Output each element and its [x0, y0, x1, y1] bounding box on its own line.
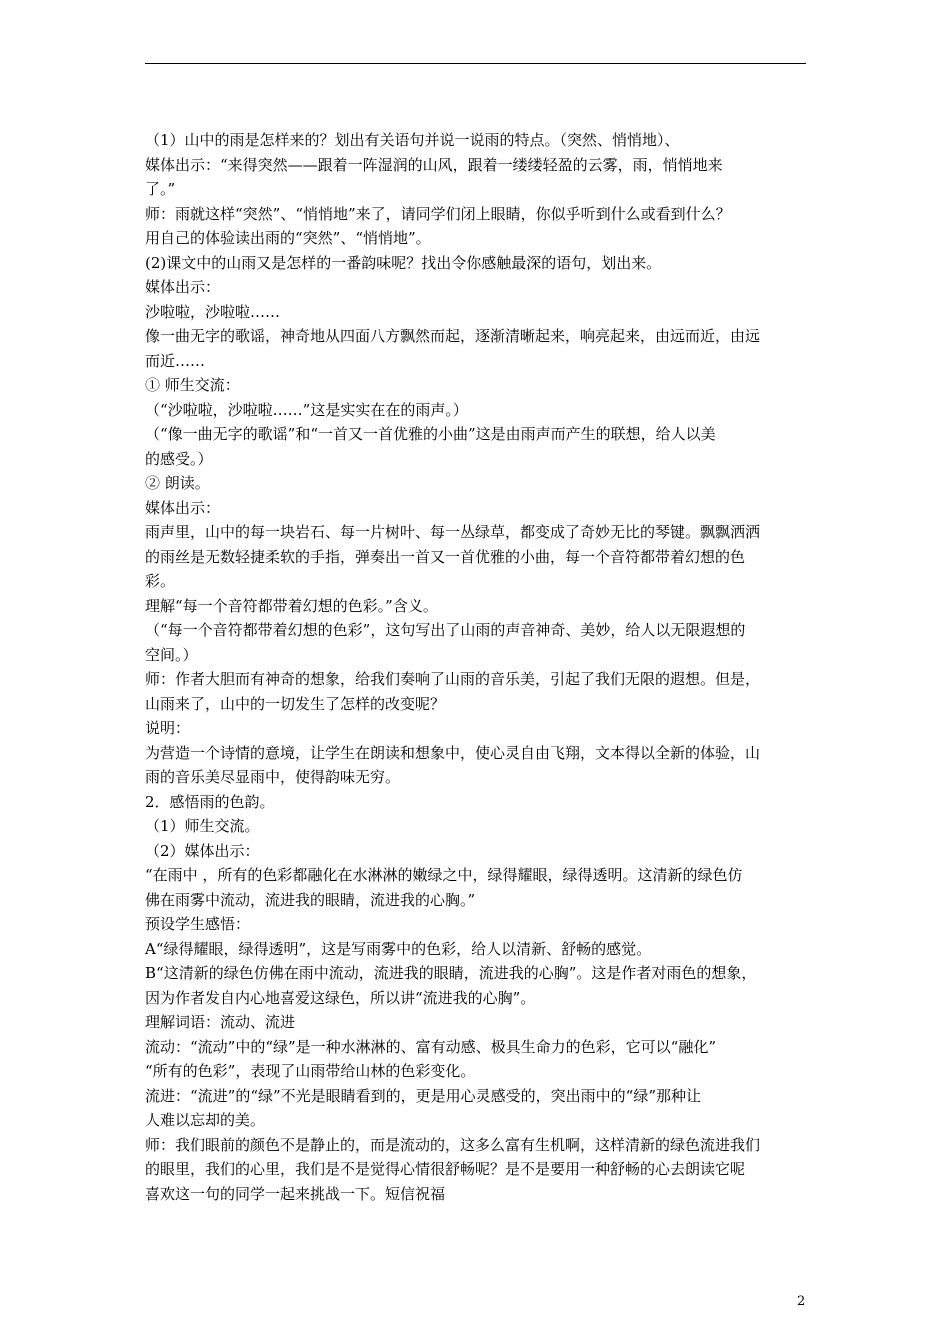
text-line: “在雨中 ，所有的色彩都融化在水淋淋的嫩绿之中，绿得耀眼，绿得透明。这清新的绿色仿: [145, 866, 743, 884]
text-line: 媒体出示：: [145, 278, 221, 296]
text-line: 2．感悟雨的色韵。: [145, 792, 275, 811]
text-line: 理解“每一个音符都带着幻想的色彩。”含义。: [145, 596, 438, 615]
text-line: 流进：“流进”的“绿”不光是眼睛看到的，更是用心灵感受的，突出雨中的“绿”那种让: [145, 1086, 702, 1105]
text-line: 媒体出示：: [145, 498, 221, 517]
text-line: 喜欢这一句的同学一起来挑战一下。短信祝福: [145, 1184, 446, 1203]
text-line: 预设学生感悟：: [145, 915, 251, 933]
text-line: 雨的音乐美尽显雨中，使得韵味无穷。: [145, 768, 401, 786]
text-line: 空间。）: [145, 645, 198, 664]
text-line: ② 朗读。: [145, 474, 210, 492]
text-line: 沙啦啦，沙啦啦……: [145, 302, 281, 321]
text-line: 雨声里，山中的每一块岩石、每一片树叶、每一丛绿草，都变成了奇妙无比的琴键。飘飘洒洒: [145, 523, 761, 541]
text-line: （2）媒体出示：: [145, 841, 260, 860]
page-number: 2: [797, 1294, 806, 1309]
text-line: 佛在雨雾中流动，流进我的眼睛，流进我的心胸。”: [145, 890, 476, 909]
text-line: 的雨丝是无数轻捷柔软的手指，弹奏出一首又一首优雅的小曲，每一个音符都带着幻想的色: [145, 547, 746, 566]
text-line: （“沙啦啦，沙啦啦……”这是实实在在的雨声。）: [145, 400, 468, 419]
text-line: 的眼里，我们的心里，我们是不是觉得心情很舒畅呢？是不是要用一种舒畅的心去朗读它呢: [145, 1160, 746, 1178]
text-line: 山雨来了，山中的一切发生了怎样的改变呢？: [145, 694, 446, 713]
text-line: B“这清新的绿色仿佛在雨中流动，流进我的眼睛，流进我的心胸”。这是作者对雨色的想象，: [145, 964, 757, 982]
text-line: （“像一曲无字的歌谣”和“一首又一首优雅的小曲”这是由雨声而产生的联想，给人以美: [145, 425, 716, 443]
text-line: 为营造一个诗情的意境，让学生在朗读和想象中，使心灵自由飞翔，文本得以全新的体验，山: [145, 743, 761, 762]
text-line: 因为作者发自内心地喜爱这绿色，所以讲“流进我的心胸”。: [145, 988, 536, 1007]
text-line: 用自己的体验读出雨的“突然”、“悄悄地”。: [145, 229, 431, 247]
text-line: 说明：: [145, 719, 191, 737]
text-line: 流动：“流动”中的“绿”是一种水淋淋的、富有动感、极具生命力的色彩，它可以“融化”: [145, 1037, 717, 1056]
text-line: 人难以忘却的美。: [145, 1111, 266, 1129]
text-line: （“每一个音符都带着幻想的色彩”，这句写出了山雨的声音神奇、美妙，给人以无限遐想的: [145, 621, 746, 639]
text-line: 像一曲无字的歌谣，神奇地从四面八方飘然而起，逐渐清晰起来，响亮起来，由远而近，由远: [145, 327, 761, 345]
text-line: 师：雨就这样“突然”、“悄悄地”来了，请同学们闭上眼睛，你似乎听到什么或看到什么？: [145, 204, 731, 223]
text-line: 媒体出示：“来得突然——跟着一阵湿润的山风，跟着一缕缕轻盈的云雾，雨，悄悄地来: [145, 155, 723, 174]
text-line: 了。”: [145, 180, 176, 198]
text-line: 而近……: [145, 351, 206, 370]
document-body: [145, 128, 813, 1206]
text-line: （1）山中的雨是怎样来的？划出有关语句并说一说雨的特点。（突然、悄悄地）、: [145, 131, 680, 149]
text-line: (2)课文中的山雨又是怎样的一番韵味呢？找出令你感触最深的语句，划出来。: [145, 253, 662, 272]
text-line: 彩。: [145, 572, 176, 590]
text-line: 师：我们眼前的颜色不是静止的，而是流动的，这多么富有生机啊，这样清新的绿色流进我们: [145, 1135, 761, 1154]
text-line: “所有的色彩”，表现了山雨带给山林的色彩变化。: [145, 1062, 476, 1080]
text-line: 理解词语：流动、流进: [145, 1013, 296, 1031]
text-line: 的感受。）: [145, 449, 213, 468]
header-rule: [145, 63, 806, 64]
text-line: ① 师生交流：: [145, 376, 240, 394]
text-line: A“绿得耀眼，绿得透明”，这是写雨雾中的色彩，给人以清新、舒畅的感觉。: [145, 939, 652, 958]
text-line: 师：作者大胆而有神奇的想象，给我们奏响了山雨的音乐美，引起了我们无限的遐想。但是，: [145, 670, 761, 688]
text-line: （1）师生交流。: [145, 817, 260, 835]
